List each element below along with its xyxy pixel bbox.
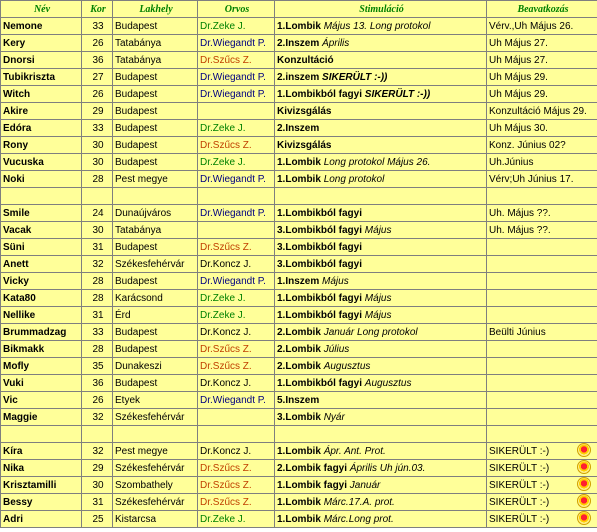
cell-doctor[interactable]: Dr.Wiegandt P. <box>198 392 275 409</box>
cell-place[interactable]: Tatabánya <box>113 35 198 52</box>
cell-age[interactable]: 28 <box>82 290 113 307</box>
cell-age[interactable]: 31 <box>82 494 113 511</box>
stimulation-type: 2.Inszem <box>277 122 320 134</box>
cell-name[interactable]: Bessy <box>1 494 82 511</box>
cell-stimulation[interactable] <box>275 477 487 494</box>
heart-icon <box>577 460 591 474</box>
cell-place[interactable]: Karácsond <box>113 290 198 307</box>
cell-intervention[interactable] <box>487 477 597 494</box>
heart-icon <box>577 494 591 508</box>
table-row <box>1 307 597 324</box>
header-age[interactable]: Kor <box>82 1 113 18</box>
stimulation-note: Május <box>322 275 349 287</box>
cell-place[interactable]: Budapest <box>113 341 198 358</box>
cell-intervention[interactable] <box>487 273 597 290</box>
cell-doctor[interactable]: Dr.Szűcs Z. <box>198 52 275 69</box>
cell-name[interactable]: Noki <box>1 171 82 188</box>
cell-age[interactable]: 36 <box>82 52 113 69</box>
cell-intervention[interactable] <box>487 341 597 358</box>
heart-icon <box>577 477 591 491</box>
cell-intervention[interactable] <box>487 307 597 324</box>
cell-stimulation[interactable] <box>275 171 487 188</box>
empty-cell[interactable] <box>487 188 597 205</box>
cell-stimulation[interactable] <box>275 18 487 35</box>
cell-intervention[interactable] <box>487 460 597 477</box>
stimulation-note: Július <box>323 343 350 355</box>
cell-stimulation[interactable] <box>275 52 487 69</box>
cell-doctor[interactable]: Dr.Koncz J. <box>198 256 275 273</box>
intervention-text: Uh Május 27. <box>489 37 548 49</box>
cell-doctor[interactable]: Dr.Zeke J. <box>198 18 275 35</box>
cell-age[interactable]: 30 <box>82 137 113 154</box>
stimulation-note: SIKERÜLT :-)) <box>364 88 431 100</box>
cell-place[interactable]: Budapest <box>113 86 198 103</box>
cell-stimulation[interactable] <box>275 358 487 375</box>
header-row <box>1 1 597 18</box>
stimulation-type: 3.Lombikból fagyi <box>277 224 363 236</box>
cell-stimulation[interactable] <box>275 86 487 103</box>
cell-name[interactable]: Rony <box>1 137 82 154</box>
intervention-text: Beülti Június <box>489 326 546 338</box>
stimulation-type: 5.Inszem <box>277 394 320 406</box>
table-row <box>1 341 597 358</box>
cell-age[interactable]: 33 <box>82 18 113 35</box>
cell-name[interactable]: Vacak <box>1 222 82 239</box>
cell-place[interactable]: Budapest <box>113 137 198 154</box>
empty-cell[interactable] <box>275 188 487 205</box>
cell-intervention[interactable] <box>487 375 597 392</box>
cell-stimulation[interactable] <box>275 154 487 171</box>
intervention-text: SIKERÜLT :-) <box>489 445 550 457</box>
cell-intervention[interactable] <box>487 137 597 154</box>
stimulation-type: Kivizsgálás <box>277 105 332 117</box>
cell-stimulation[interactable] <box>275 375 487 392</box>
stimulation-note: Long protokol Május 26. <box>323 156 431 168</box>
table-row <box>1 273 597 290</box>
stimulation-type: 2.Lombik <box>277 343 321 355</box>
cell-stimulation[interactable] <box>275 511 487 528</box>
stimulation-type: 2.Inszem <box>277 37 320 49</box>
stimulation-type: 1.Lombik <box>277 496 321 508</box>
cell-place[interactable]: Kistarcsa <box>113 511 198 528</box>
cell-name[interactable]: Edóra <box>1 120 82 137</box>
stimulation-note: Május 13. Long protokol <box>323 20 431 32</box>
table-row <box>1 256 597 273</box>
cell-intervention[interactable] <box>487 290 597 307</box>
stimulation-type: 2.Lombik <box>277 360 321 372</box>
cell-name[interactable]: Maggie <box>1 409 82 426</box>
heart-icon <box>577 511 591 525</box>
cell-name[interactable]: Nemone <box>1 18 82 35</box>
cell-age[interactable]: 33 <box>82 120 113 137</box>
cell-doctor[interactable]: Dr.Szűcs Z. <box>198 460 275 477</box>
cell-doctor[interactable]: Dr.Zeke J. <box>198 307 275 324</box>
table-row <box>1 290 597 307</box>
cell-stimulation[interactable] <box>275 341 487 358</box>
stimulation-type: 2.Lombik fagyi <box>277 462 348 474</box>
table-row <box>1 494 597 511</box>
table-row <box>1 137 597 154</box>
cell-age[interactable]: 26 <box>82 86 113 103</box>
cell-doctor[interactable]: Dr.Szűcs Z. <box>198 494 275 511</box>
table-row <box>1 358 597 375</box>
table-row <box>1 511 597 528</box>
cell-stimulation[interactable] <box>275 392 487 409</box>
empty-cell[interactable] <box>113 426 198 443</box>
stimulation-note: Nyár <box>323 411 345 423</box>
stimulation-type: 1.Lombik <box>277 20 321 32</box>
cell-name[interactable]: Witch <box>1 86 82 103</box>
intervention-text: Uh.Június <box>489 156 534 168</box>
cell-stimulation[interactable] <box>275 409 487 426</box>
table-row <box>1 52 597 69</box>
cell-intervention[interactable] <box>487 103 597 120</box>
stimulation-type: 1.Inszem <box>277 275 320 287</box>
empty-cell[interactable] <box>487 426 597 443</box>
cell-doctor[interactable] <box>198 222 275 239</box>
stimulation-type: 1.Lombikból fagyi <box>277 88 363 100</box>
cell-age[interactable]: 33 <box>82 324 113 341</box>
intervention-text: SIKERÜLT :-) <box>489 479 550 491</box>
cell-name[interactable]: Brummadzag <box>1 324 82 341</box>
cell-age[interactable]: 28 <box>82 341 113 358</box>
stimulation-note: Január <box>349 479 381 491</box>
cell-stimulation[interactable] <box>275 103 487 120</box>
cell-intervention[interactable] <box>487 443 597 460</box>
cell-intervention[interactable] <box>487 18 597 35</box>
stimulation-note: Márc.17.A. prot. <box>323 496 395 508</box>
cell-name[interactable]: Krisztamilli <box>1 477 82 494</box>
table-row <box>1 171 597 188</box>
cell-place[interactable]: Etyek <box>113 392 198 409</box>
cell-name[interactable]: Vuki <box>1 375 82 392</box>
stimulation-note: Long protokol <box>323 173 385 185</box>
empty-cell[interactable] <box>82 426 113 443</box>
cell-place[interactable]: Budapest <box>113 273 198 290</box>
empty-cell[interactable] <box>113 188 198 205</box>
cell-intervention[interactable] <box>487 409 597 426</box>
cell-place[interactable]: Tatabánya <box>113 222 198 239</box>
cell-doctor[interactable]: Dr.Szűcs Z. <box>198 239 275 256</box>
cell-age[interactable]: 31 <box>82 239 113 256</box>
cell-name[interactable]: Kery <box>1 35 82 52</box>
cell-place[interactable]: Pest megye <box>113 171 198 188</box>
intervention-text: Konzultáció Május 29. <box>489 105 587 117</box>
stimulation-type: 1.Lombik <box>277 156 321 168</box>
cell-stimulation[interactable] <box>275 290 487 307</box>
cell-name[interactable]: Tubikriszta <box>1 69 82 86</box>
cell-age[interactable]: 35 <box>82 358 113 375</box>
cell-stimulation[interactable] <box>275 222 487 239</box>
intervention-text: SIKERÜLT :-) <box>489 462 550 474</box>
cell-stimulation[interactable] <box>275 137 487 154</box>
cell-age[interactable]: 26 <box>82 392 113 409</box>
table-row <box>1 35 597 52</box>
cell-doctor[interactable]: Dr.Szűcs Z. <box>198 358 275 375</box>
cell-name[interactable]: Adri <box>1 511 82 528</box>
cell-doctor[interactable]: Dr.Szűcs Z. <box>198 137 275 154</box>
table-row <box>1 460 597 477</box>
table-row <box>1 86 597 103</box>
cell-name[interactable]: Vic <box>1 392 82 409</box>
cell-intervention[interactable] <box>487 358 597 375</box>
cell-doctor[interactable] <box>198 409 275 426</box>
stimulation-note: Május <box>364 292 392 304</box>
header-doctor[interactable]: Orvos <box>198 1 275 18</box>
table-row <box>1 103 597 120</box>
cell-age[interactable]: 30 <box>82 154 113 171</box>
cell-name[interactable]: Kata80 <box>1 290 82 307</box>
empty-row <box>1 426 597 443</box>
cell-doctor[interactable]: Dr.Wiegandt P. <box>198 86 275 103</box>
cell-intervention[interactable] <box>487 154 597 171</box>
cell-doctor[interactable]: Dr.Wiegandt P. <box>198 205 275 222</box>
header-name[interactable]: Név <box>1 1 82 18</box>
stimulation-type: 1.Lombikból fagyi <box>277 377 363 389</box>
empty-cell[interactable] <box>275 426 487 443</box>
intervention-text: Uh. Május ??. <box>489 224 551 236</box>
cell-age[interactable]: 28 <box>82 273 113 290</box>
cell-place[interactable]: Budapest <box>113 375 198 392</box>
table-row <box>1 18 597 35</box>
cell-name[interactable]: Vucuska <box>1 154 82 171</box>
cell-stimulation[interactable] <box>275 460 487 477</box>
cell-doctor[interactable]: Dr.Koncz J. <box>198 375 275 392</box>
empty-cell[interactable] <box>198 426 275 443</box>
cell-place[interactable]: Budapest <box>113 324 198 341</box>
cell-age[interactable]: 28 <box>82 171 113 188</box>
cell-age[interactable]: 29 <box>82 460 113 477</box>
cell-place[interactable]: Érd <box>113 307 198 324</box>
cell-place[interactable]: Székesfehérvár <box>113 409 198 426</box>
cell-stimulation[interactable] <box>275 324 487 341</box>
stimulation-note: Augusztus <box>323 360 371 372</box>
stimulation-note: Április Uh jún.03. <box>349 462 426 474</box>
cell-name[interactable]: Akire <box>1 103 82 120</box>
empty-row <box>1 188 597 205</box>
cell-stimulation[interactable] <box>275 256 487 273</box>
cell-intervention[interactable] <box>487 35 597 52</box>
cell-doctor[interactable]: Dr.Szűcs Z. <box>198 477 275 494</box>
cell-place[interactable]: Dunaújváros <box>113 205 198 222</box>
cell-place[interactable]: Szombathely <box>113 477 198 494</box>
cell-intervention[interactable] <box>487 256 597 273</box>
table-body <box>1 18 597 528</box>
cell-intervention[interactable] <box>487 52 597 69</box>
stimulation-type: Kivizsgálás <box>277 139 332 151</box>
cell-age[interactable]: 30 <box>82 477 113 494</box>
cell-name[interactable]: Nellike <box>1 307 82 324</box>
cell-stimulation[interactable] <box>275 120 487 137</box>
cell-age[interactable]: 36 <box>82 375 113 392</box>
cell-age[interactable]: 29 <box>82 103 113 120</box>
cell-intervention[interactable] <box>487 120 597 137</box>
stimulation-type: 1.Lombikból fagyi <box>277 292 363 304</box>
cell-intervention[interactable] <box>487 511 597 528</box>
intervention-text: SIKERÜLT :-) <box>489 513 550 525</box>
stimulation-type: 2.inszem <box>277 71 320 83</box>
table-row <box>1 120 597 137</box>
cell-name[interactable]: Smile <box>1 205 82 222</box>
stimulation-note: Ápr. Ant. Prot. <box>323 445 386 457</box>
cell-place[interactable]: Budapest <box>113 120 198 137</box>
cell-intervention[interactable] <box>487 171 597 188</box>
cell-doctor[interactable]: Dr.Wiegandt P. <box>198 69 275 86</box>
cell-stimulation[interactable] <box>275 205 487 222</box>
header-place[interactable]: Lakhely <box>113 1 198 18</box>
cell-stimulation[interactable] <box>275 239 487 256</box>
header-stimulation[interactable]: Stimuláció <box>275 1 487 18</box>
stimulation-type: 2.Lombik <box>277 326 321 338</box>
cell-age[interactable]: 24 <box>82 205 113 222</box>
cell-place[interactable]: Székesfehérvár <box>113 460 198 477</box>
cell-place[interactable]: Dunakeszi <box>113 358 198 375</box>
cell-place[interactable]: Budapest <box>113 239 198 256</box>
table-row <box>1 69 597 86</box>
cell-name[interactable]: Vicky <box>1 273 82 290</box>
cell-name[interactable]: Süni <box>1 239 82 256</box>
table-row <box>1 392 597 409</box>
cell-intervention[interactable] <box>487 494 597 511</box>
cell-age[interactable]: 27 <box>82 69 113 86</box>
heart-icon <box>577 443 591 457</box>
cell-intervention[interactable] <box>487 392 597 409</box>
cell-doctor[interactable]: Dr.Koncz J. <box>198 443 275 460</box>
stimulation-type: 3.Lombik <box>277 411 321 423</box>
cell-age[interactable]: 32 <box>82 443 113 460</box>
cell-doctor[interactable]: Dr.Wiegandt P. <box>198 171 275 188</box>
intervention-text: Vérv.,Uh Május 26. <box>489 20 574 32</box>
cell-stimulation[interactable] <box>275 443 487 460</box>
cell-place[interactable]: Budapest <box>113 103 198 120</box>
empty-cell[interactable] <box>198 188 275 205</box>
table-row <box>1 205 597 222</box>
cell-intervention[interactable] <box>487 222 597 239</box>
cell-stimulation[interactable] <box>275 307 487 324</box>
table-row <box>1 409 597 426</box>
intervention-text: Uh. Május ??. <box>489 207 551 219</box>
cell-stimulation[interactable] <box>275 273 487 290</box>
cell-age[interactable]: 25 <box>82 511 113 528</box>
cell-intervention[interactable] <box>487 69 597 86</box>
stimulation-type: 1.Lombikból fagyi <box>277 207 363 219</box>
header-intervention[interactable]: Beavatkozás <box>487 1 597 18</box>
cell-stimulation[interactable] <box>275 494 487 511</box>
cell-intervention[interactable] <box>487 205 597 222</box>
cell-place[interactable]: Székesfehérvár <box>113 256 198 273</box>
cell-place[interactable]: Budapest <box>113 69 198 86</box>
empty-cell[interactable] <box>1 426 82 443</box>
table-row <box>1 222 597 239</box>
cell-doctor[interactable]: Dr.Wiegandt P. <box>198 273 275 290</box>
cell-place[interactable]: Budapest <box>113 154 198 171</box>
table-row <box>1 375 597 392</box>
table-row <box>1 154 597 171</box>
cell-name[interactable]: Mofly <box>1 358 82 375</box>
intervention-text: Uh Május 29. <box>489 88 548 100</box>
cell-doctor[interactable]: Dr.Zeke J. <box>198 154 275 171</box>
stimulation-type: 1.Lombik <box>277 445 321 457</box>
table-row <box>1 324 597 341</box>
stimulation-type: 1.Lombik <box>277 173 321 185</box>
stimulation-type: 1.Lombikból fagyi <box>277 309 363 321</box>
cell-age[interactable]: 31 <box>82 307 113 324</box>
empty-cell[interactable] <box>1 188 82 205</box>
cell-name[interactable]: Bikmakk <box>1 341 82 358</box>
table-row <box>1 443 597 460</box>
cell-name[interactable]: Kíra <box>1 443 82 460</box>
cell-intervention[interactable] <box>487 239 597 256</box>
cell-place[interactable]: Tatabánya <box>113 52 198 69</box>
stimulation-type: 1.Lombik <box>277 513 321 525</box>
cell-age[interactable]: 32 <box>82 256 113 273</box>
cell-age[interactable]: 30 <box>82 222 113 239</box>
intervention-text: Vérv;Uh Június 17. <box>489 173 574 185</box>
stimulation-note: Január Long protokol <box>323 326 418 338</box>
cell-intervention[interactable] <box>487 324 597 341</box>
cell-stimulation[interactable] <box>275 35 487 52</box>
cell-doctor[interactable]: Dr.Wiegandt P. <box>198 35 275 52</box>
table-row <box>1 239 597 256</box>
stimulation-type: Konzultáció <box>277 54 334 66</box>
cell-doctor[interactable]: Dr.Szűcs Z. <box>198 341 275 358</box>
cell-age[interactable]: 32 <box>82 409 113 426</box>
intervention-text: SIKERÜLT :-) <box>489 496 550 508</box>
intervention-text: Uh Május 30. <box>489 122 548 134</box>
intervention-text: Uh Május 29. <box>489 71 548 83</box>
cell-place[interactable]: Pest megye <box>113 443 198 460</box>
cell-place[interactable]: Székesfehérvár <box>113 494 198 511</box>
cell-name[interactable]: Nika <box>1 460 82 477</box>
stimulation-note: Május <box>364 224 392 236</box>
stimulation-note: Augusztus <box>364 377 412 389</box>
cell-age[interactable]: 26 <box>82 35 113 52</box>
intervention-text: Uh Május 27. <box>489 54 548 66</box>
stimulation-type: 3.Lombikból fagyi <box>277 241 363 253</box>
stimulation-type: 3.Lombikból fagyi <box>277 258 363 270</box>
stimulation-note: SIKERÜLT :-)) <box>322 71 388 83</box>
stimulation-note: Márc.Long prot. <box>323 513 394 525</box>
cell-stimulation[interactable] <box>275 69 487 86</box>
table-row <box>1 477 597 494</box>
cell-doctor[interactable] <box>198 103 275 120</box>
cell-doctor[interactable]: Dr.Koncz J. <box>198 324 275 341</box>
cell-name[interactable]: Anett <box>1 256 82 273</box>
stimulation-note: Április <box>322 37 350 49</box>
cell-doctor[interactable]: Dr.Zeke J. <box>198 511 275 528</box>
cell-doctor[interactable]: Dr.Zeke J. <box>198 290 275 307</box>
empty-cell[interactable] <box>82 188 113 205</box>
cell-doctor[interactable]: Dr.Zeke J. <box>198 120 275 137</box>
cell-name[interactable]: Dnorsi <box>1 52 82 69</box>
stimulation-type: 1.Lombik fagyi <box>277 479 348 491</box>
cell-place[interactable]: Budapest <box>113 18 198 35</box>
cell-intervention[interactable] <box>487 86 597 103</box>
intervention-text: Konz. Június 02? <box>489 139 566 151</box>
stimulation-note: Május <box>364 309 392 321</box>
